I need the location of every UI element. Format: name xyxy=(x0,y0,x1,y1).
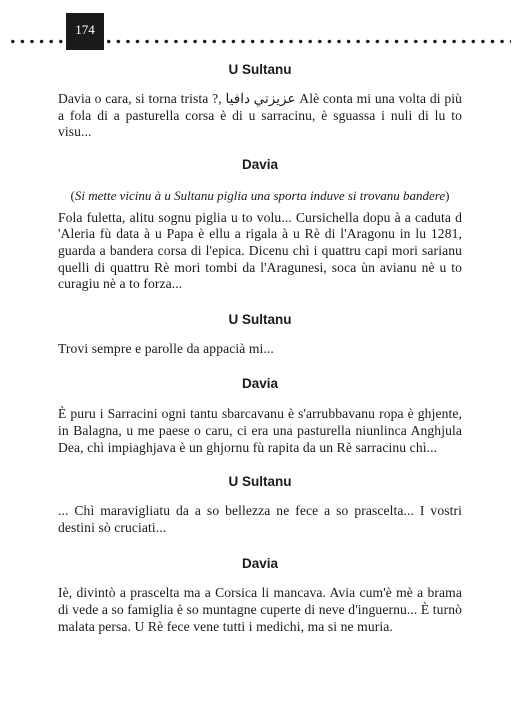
speaker-name: Davia xyxy=(241,376,279,392)
stage-direction-text: Si mette vicinu à u Sultanu piglia una sporta induve si trovanu bandere xyxy=(74,187,446,203)
stage-direction xyxy=(58,188,462,204)
dialogue-paragraph: ... Chì maravigliatu da a so bellezza ne fece a so prascelta... I vostri destini sò cruciati... xyxy=(58,503,462,535)
speaker-name: U Sultanu xyxy=(228,311,292,327)
stage-paren-open: ( xyxy=(70,187,75,203)
speaker-name: U Sultanu xyxy=(228,62,292,77)
dialogue-paragraph: Davia o cara, si torna trista ?, عزيزتي دافيا Alè conta mi una volta di più a fola di a pasturella corsa è di u sarracinu, è sguassa i nuli di lu to visu... xyxy=(58,91,463,140)
dialogue-paragraph: Fola fuletta, alitu sognu piglia u to volu... Cursichella dopu à a caduta d 'Aleria fù data à u Papa è ellu a rigala à u Rè di l'Aragonu in lu 1281, guarda a bandera corsa di l'epica. Dicenu chì i quattru capi mori sarianu quelli di quattru Rè mori tombi da l'Aragunesi, soca ùn avianu nè u to curagiu nè a to forza... xyxy=(58,209,462,292)
speaker-name: U Sultanu xyxy=(228,474,292,490)
stage-paren-close: ) xyxy=(445,187,450,203)
script-body xyxy=(58,58,462,635)
page-header xyxy=(0,0,517,60)
speaker-name: Davia xyxy=(241,156,279,172)
page-number: 174 xyxy=(66,13,104,50)
dialogue-paragraph: Iè, divintò a prascelta ma a Corsica li mancava. Avia cum'è mè a brama di vede a so famiglia è so muntagne cuperte di neve d'inguernu... È turnò malata persa. U Rè fece vene tutti i medichi, ma si ne muria. xyxy=(58,585,462,634)
dialogue-paragraph: È puru i Sarracini ogni tantu sbarcavanu è s'arrubbavanu ropa è ghjente, in Balagna, u me paese o caru, ci era una pasturella niunlinca Anghjula Dea, chì impiaghjava è un ghjornu fù rapita da un Rè sarracinu chì... xyxy=(58,406,462,455)
speaker-name: Davia xyxy=(241,556,279,572)
dialogue-paragraph: Trovi sempre e parolle da appacià mi... xyxy=(58,340,274,356)
